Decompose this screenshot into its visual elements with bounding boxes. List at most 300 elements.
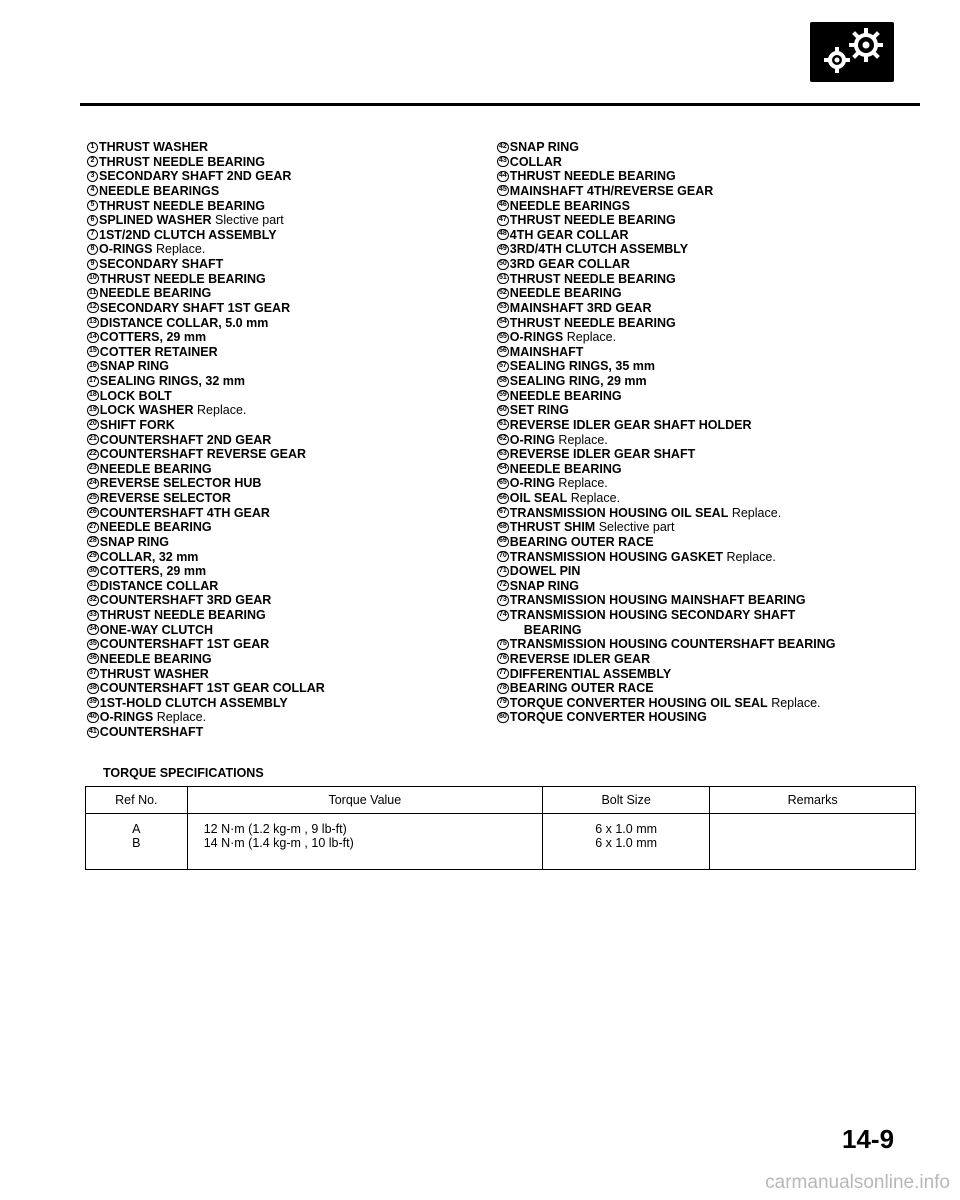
part-note: Selective part [598, 520, 675, 535]
list-item [87, 330, 467, 345]
part-text [509, 228, 629, 243]
callout-number: 19 [87, 405, 99, 416]
part-name: REVERSE SELECTOR [99, 491, 231, 505]
part-text [98, 140, 208, 155]
part-text [99, 564, 206, 579]
part-text [99, 520, 212, 535]
part-text [509, 374, 647, 389]
torque-value: 12 N·m (1.2 kg-m , 9 lb-ft) [203, 822, 347, 836]
list-item [497, 199, 897, 214]
part-text [509, 579, 579, 594]
header-torque-value: Torque Value [187, 787, 542, 814]
list-item [87, 476, 467, 491]
part-name: COUNTERSHAFT 1ST GEAR COLLAR [99, 681, 325, 696]
part-text [509, 696, 821, 711]
callout-number: 27 [87, 522, 99, 533]
part-text [99, 374, 245, 389]
part-name: ONE-WAY CLUTCH [99, 622, 213, 637]
list-item [497, 681, 897, 696]
list-item [87, 593, 467, 608]
list-item [87, 184, 467, 199]
part-name: COUNTERSHAFT 3RD GEAR [99, 593, 272, 608]
part-name: DIFFERENTIAL ASSEMBLY [509, 666, 672, 681]
callout-number: 54 [497, 317, 509, 328]
part-name: REVERSE SELECTOR HUB [99, 476, 262, 491]
part-name: O-RING [509, 432, 555, 447]
callout-number: 32 [87, 595, 99, 606]
part-text [99, 389, 172, 404]
remarks-cell [710, 814, 916, 870]
torque-cell [187, 814, 542, 870]
part-name: COTTERS, 29 mm [99, 564, 207, 579]
part-text [509, 257, 630, 272]
list-item [497, 213, 897, 228]
callout-number: 42 [497, 142, 509, 153]
part-name: COTTERS, 29 mm [99, 330, 207, 345]
part-name: TRANSMISSION HOUSING COUNTERSHAFT BEARING [509, 637, 836, 652]
callout-number: 28 [87, 536, 99, 547]
part-name: SNAP RING [509, 578, 580, 593]
part-text [99, 272, 266, 287]
bolt-size-value: 6 x 1.0 mm [595, 836, 658, 850]
part-note: Replace. [156, 710, 207, 725]
part-text [98, 257, 223, 272]
part-name: MAINSHAFT 4TH/REVERSE GEAR [509, 183, 714, 198]
part-text [99, 403, 247, 418]
part-name: DISTANCE COLLAR, 5.0 mm [99, 315, 269, 330]
callout-number: 71 [497, 566, 509, 577]
part-text [99, 637, 269, 652]
callout-number: 4 [87, 185, 98, 196]
part-name: THRUST WASHER [99, 140, 209, 154]
list-item [497, 389, 897, 404]
callout-number: 2 [87, 156, 98, 167]
part-text [98, 184, 219, 199]
callout-number: 5 [87, 200, 98, 211]
callout-number: 3 [87, 171, 98, 182]
list-item [497, 316, 897, 331]
list-item [87, 506, 467, 521]
part-name: O-RINGS [509, 330, 564, 345]
list-item [497, 696, 897, 711]
callout-number: 65 [497, 478, 509, 489]
list-item [87, 301, 467, 316]
list-item [497, 257, 897, 272]
callout-number: 64 [497, 463, 509, 474]
part-name: NEEDLE BEARING [509, 388, 622, 403]
callout-number: 49 [497, 244, 509, 255]
part-text [98, 199, 265, 214]
part-text [99, 535, 169, 550]
bolt-size-value: 6 x 1.0 mm [595, 822, 658, 836]
list-item [87, 623, 467, 638]
part-name: THRUST NEEDLE BEARING [509, 213, 676, 228]
part-text [509, 213, 676, 228]
part-text [509, 140, 579, 155]
part-note: Replace. [726, 549, 776, 564]
list-item [497, 374, 897, 389]
part-name: SET RING [509, 403, 569, 418]
part-text [509, 462, 622, 477]
callout-number: 9 [87, 259, 98, 270]
header-ref-no: Ref No. [86, 787, 188, 814]
list-item [497, 608, 897, 637]
callout-number: 33 [87, 610, 99, 621]
part-name: THRUST NEEDLE BEARING [99, 198, 265, 213]
callout-number: 66 [497, 493, 509, 504]
list-item [87, 579, 467, 594]
list-item [497, 535, 897, 550]
part-name: SNAP RING [509, 140, 580, 154]
part-name: NEEDLE BEARING [99, 520, 212, 535]
part-name: TRANSMISSION HOUSING SECONDARY SHAFT [509, 608, 796, 622]
part-name: COUNTERSHAFT 4TH GEAR [99, 505, 270, 520]
part-name: COUNTERSHAFT 1ST GEAR [99, 637, 270, 652]
part-text [99, 667, 209, 682]
callout-number: 60 [497, 405, 509, 416]
callout-number: 46 [497, 200, 509, 211]
part-text [99, 608, 266, 623]
list-item [497, 140, 897, 155]
list-item [87, 447, 467, 462]
part-text [509, 491, 620, 506]
list-item [497, 476, 897, 491]
list-item [87, 725, 467, 740]
part-name: COUNTERSHAFT [99, 725, 204, 739]
part-name: O-RINGS [99, 710, 154, 725]
list-item [497, 520, 897, 535]
part-name: COUNTERSHAFT REVERSE GEAR [99, 447, 307, 462]
part-text [509, 652, 650, 667]
list-item [497, 184, 897, 199]
callout-number: 12 [87, 302, 99, 313]
callout-number: 52 [497, 288, 509, 299]
page-number: 14-9 [842, 1124, 895, 1154]
part-text [99, 579, 219, 594]
part-name: O-RING [509, 476, 555, 491]
list-item [87, 550, 467, 565]
list-item [87, 155, 467, 170]
list-item [87, 286, 467, 301]
bolt-cell [543, 814, 710, 870]
list-item [87, 316, 467, 331]
list-item [497, 491, 897, 506]
part-text [509, 242, 688, 257]
header-rule [80, 103, 920, 106]
list-item [497, 550, 897, 565]
part-name: COLLAR, 32 mm [99, 549, 199, 564]
part-text [509, 184, 714, 199]
part-text [99, 491, 231, 506]
part-name: BEARING OUTER RACE [509, 681, 654, 696]
callout-number: 57 [497, 361, 509, 372]
part-name: THRUST WASHER [99, 666, 209, 681]
list-item [87, 359, 467, 374]
callout-number: 40 [87, 712, 99, 723]
part-text [509, 535, 654, 550]
part-text [509, 316, 676, 331]
part-name: SNAP RING [99, 359, 170, 374]
part-text [509, 637, 836, 652]
list-item [87, 374, 467, 389]
part-text [99, 447, 306, 462]
callout-number: 80 [497, 712, 509, 723]
list-item [497, 579, 897, 594]
part-name: BEARING OUTER RACE [509, 534, 654, 549]
part-note: Replace. [566, 330, 617, 345]
list-item [497, 272, 897, 287]
part-name: THRUST NEEDLE BEARING [509, 169, 676, 184]
part-name: 1ST/2ND CLUTCH ASSEMBLY [99, 227, 277, 242]
list-item [497, 652, 897, 667]
list-item [87, 213, 467, 228]
list-item [497, 667, 897, 682]
part-text [98, 228, 277, 243]
part-text [509, 169, 676, 184]
part-text [509, 155, 562, 170]
part-name: REVERSE IDLER GEAR SHAFT HOLDER [509, 417, 752, 432]
list-item [87, 667, 467, 682]
part-name: TORQUE CONVERTER HOUSING OIL SEAL [509, 695, 768, 710]
part-text [99, 476, 262, 491]
callout-number: 56 [497, 346, 509, 357]
list-item [497, 345, 897, 360]
part-note: Replace. [558, 432, 608, 447]
part-text [99, 433, 272, 448]
callout-number: 1 [87, 142, 98, 153]
list-item [87, 272, 467, 287]
part-text [509, 550, 776, 565]
list-item [87, 462, 467, 477]
part-name: THRUST NEEDLE BEARING [99, 271, 266, 286]
part-name: REVERSE IDLER GEAR [509, 651, 651, 666]
torque-specifications-table [85, 786, 916, 870]
part-name: MAINSHAFT [509, 344, 584, 359]
callout-number: 31 [87, 580, 99, 591]
callout-number: 37 [87, 668, 99, 679]
callout-number: 30 [87, 566, 99, 577]
callout-number: 6 [87, 215, 98, 226]
part-name: THRUST NEEDLE BEARING [99, 608, 266, 622]
list-item [87, 681, 467, 696]
part-text [99, 462, 212, 477]
part-name: NEEDLE BEARING [509, 461, 622, 476]
part-name: THRUST SHIM [509, 520, 596, 535]
callout-number: 16 [87, 361, 99, 372]
part-note: Slective part [215, 213, 284, 228]
part-name: MAINSHAFT 3RD GEAR [509, 300, 652, 315]
parts-list-right [497, 140, 897, 725]
part-text [509, 710, 707, 725]
part-name: DOWEL PIN [509, 564, 581, 579]
callout-number: 70 [497, 551, 509, 562]
watermark: carmanualsonline.info [765, 1172, 950, 1193]
part-name: NEEDLE BEARINGS [509, 198, 630, 213]
part-text [98, 155, 265, 170]
part-name: NEEDLE BEARING [99, 651, 212, 666]
part-note: Replace. [570, 491, 621, 505]
callout-number: 75 [497, 639, 509, 650]
list-item [87, 535, 467, 550]
part-name: LOCK BOLT [99, 388, 172, 403]
callout-number: 35 [87, 639, 99, 650]
part-text [99, 710, 206, 725]
part-text [99, 418, 175, 433]
callout-number: 39 [87, 697, 99, 708]
part-text [509, 433, 608, 448]
callout-number: 13 [87, 317, 99, 328]
callout-number: 8 [87, 244, 98, 255]
callout-number: 73 [497, 595, 509, 606]
callout-number: 50 [497, 259, 509, 270]
list-item [497, 403, 897, 418]
part-text [99, 506, 270, 521]
callout-number: 36 [87, 653, 99, 664]
part-name: NEEDLE BEARINGS [99, 183, 220, 198]
list-item [87, 403, 467, 418]
part-text [98, 242, 205, 257]
callout-number: 25 [87, 493, 99, 504]
part-name: THRUST NEEDLE BEARING [509, 315, 676, 330]
callout-number: 45 [497, 185, 509, 196]
part-name: DISTANCE COLLAR [99, 578, 219, 593]
part-name: COUNTERSHAFT 2ND GEAR [99, 432, 272, 447]
callout-number: 48 [497, 229, 509, 240]
part-text [98, 286, 211, 301]
part-text [509, 199, 630, 214]
list-item [497, 155, 897, 170]
callout-number: 72 [497, 580, 509, 591]
part-name: SECONDARY SHAFT 1ST GEAR [99, 300, 291, 315]
part-text [99, 359, 169, 374]
list-item [497, 462, 897, 477]
callout-number: 59 [497, 390, 509, 401]
callout-number: 76 [497, 653, 509, 664]
list-item [497, 242, 897, 257]
part-text [509, 681, 654, 696]
part-text [509, 667, 671, 682]
part-note: Replace. [731, 505, 782, 520]
part-text [99, 316, 269, 331]
list-item [87, 710, 467, 725]
list-item [497, 228, 897, 243]
part-text [509, 301, 652, 316]
list-item [87, 564, 467, 579]
list-item [497, 637, 897, 652]
callout-number: 21 [87, 434, 99, 445]
part-name: NEEDLE BEARING [509, 286, 622, 301]
part-name: 3RD/4TH CLUTCH ASSEMBLY [509, 242, 689, 257]
list-item [497, 418, 897, 433]
part-text [509, 447, 695, 462]
part-text [509, 286, 622, 301]
part-name: SHIFT FORK [99, 417, 175, 432]
list-item [87, 228, 467, 243]
callout-number: 10 [87, 273, 99, 284]
part-name: LOCK WASHER [99, 403, 194, 418]
part-text [99, 652, 212, 667]
list-item [87, 652, 467, 667]
list-item [87, 491, 467, 506]
part-name: COLLAR [509, 154, 562, 169]
part-name: TRANSMISSION HOUSING OIL SEAL [509, 505, 729, 520]
part-name: COTTER RETAINER [99, 344, 218, 359]
part-text [99, 696, 288, 711]
list-item [87, 345, 467, 360]
callout-number: 47 [497, 215, 509, 226]
callout-number: 29 [87, 551, 99, 562]
torque-specifications-title: TORQUE SPECIFICATIONS [103, 766, 264, 780]
list-item [87, 637, 467, 652]
list-item [497, 301, 897, 316]
part-name: SNAP RING [99, 534, 170, 549]
part-name: NEEDLE BEARING [99, 286, 212, 301]
callout-number: 34 [87, 624, 99, 635]
callout-number: 44 [497, 171, 509, 182]
part-text [99, 593, 272, 608]
callout-number: 43 [497, 156, 509, 167]
part-text [509, 359, 655, 374]
callout-number: 18 [87, 390, 99, 401]
part-name: REVERSE IDLER GEAR SHAFT [509, 447, 696, 462]
part-name: OIL SEAL [509, 491, 568, 505]
callout-number: 38 [87, 683, 99, 694]
part-text [509, 330, 616, 345]
part-text [509, 418, 752, 433]
part-name: SPLINED WASHER [99, 213, 212, 228]
gears-icon-graphic [810, 22, 894, 82]
callout-number: 26 [87, 507, 99, 518]
callout-number: 61 [497, 419, 509, 430]
callout-number: 17 [87, 376, 99, 387]
list-item [497, 564, 897, 579]
part-text [99, 301, 290, 316]
list-item [87, 242, 467, 257]
list-item [87, 520, 467, 535]
part-text [509, 506, 781, 521]
list-item [497, 286, 897, 301]
part-text [98, 213, 284, 228]
part-name: SEALING RING, 29 mm [509, 374, 647, 388]
part-name: SEALING RINGS, 32 mm [99, 374, 245, 388]
part-name: SEALING RINGS, 35 mm [509, 359, 655, 374]
part-text [99, 345, 218, 360]
list-item [497, 433, 897, 448]
part-text [99, 330, 206, 345]
list-item [87, 257, 467, 272]
part-note: Replace. [197, 403, 247, 418]
list-item [87, 608, 467, 623]
part-name: SECONDARY SHAFT 2ND GEAR [99, 169, 292, 184]
part-text [509, 389, 622, 404]
list-item [87, 140, 467, 155]
part-note: Replace. [558, 476, 608, 491]
list-item [497, 593, 897, 608]
list-item [497, 710, 897, 725]
part-name-continued: BEARING [523, 622, 582, 637]
callout-number: 63 [497, 449, 509, 460]
list-item [497, 447, 897, 462]
callout-number: 53 [497, 302, 509, 313]
part-name: NEEDLE BEARING [99, 461, 212, 476]
callout-number: 14 [87, 332, 99, 343]
part-text [509, 403, 569, 418]
table-row [86, 814, 916, 870]
part-text [509, 272, 676, 287]
part-name: THRUST NEEDLE BEARING [509, 271, 676, 286]
part-note: Replace. [155, 242, 206, 257]
callout-number: 79 [497, 697, 509, 708]
